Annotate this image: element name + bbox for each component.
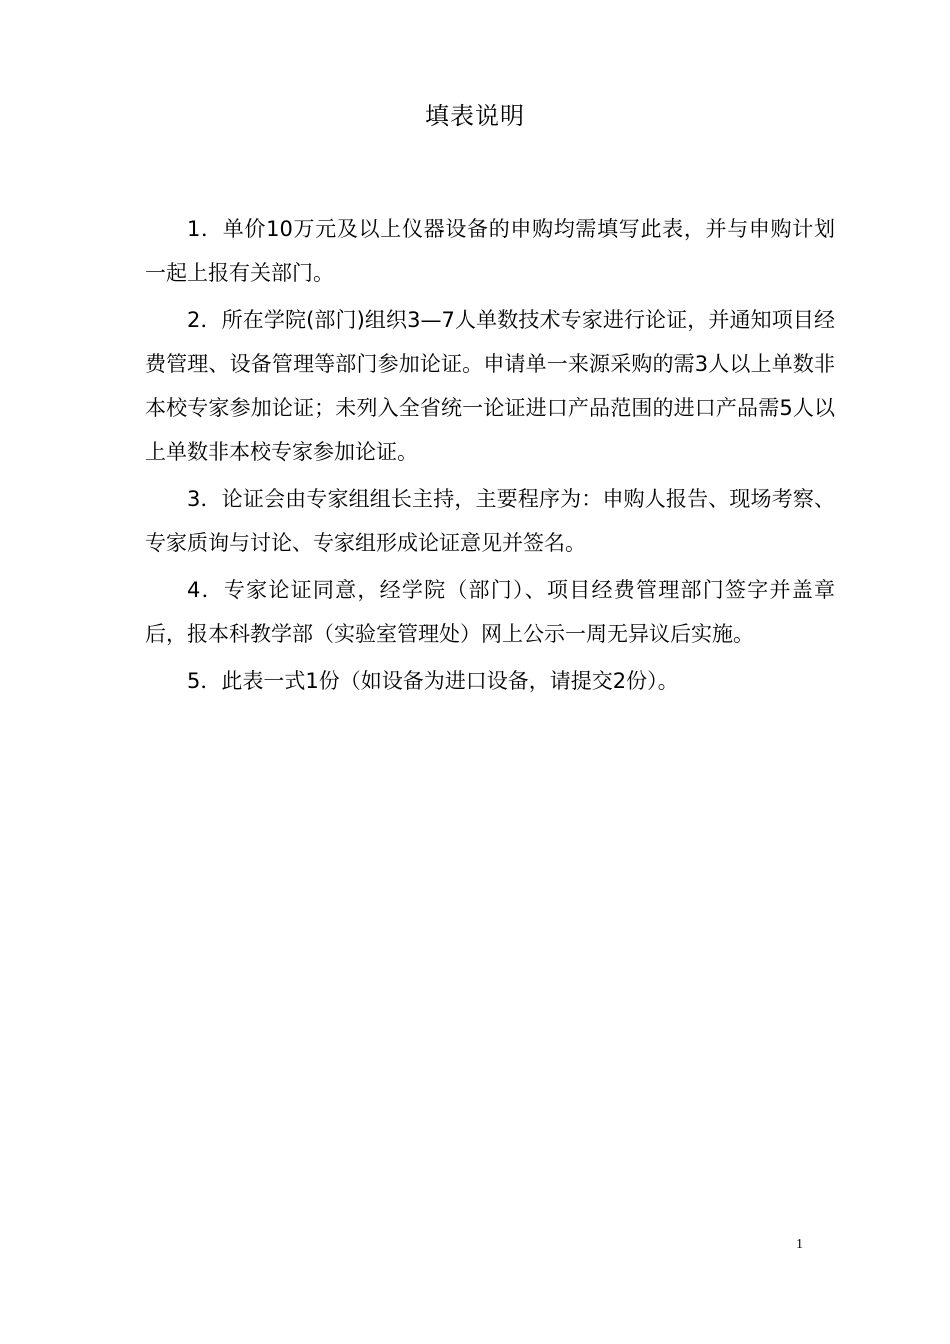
instructions-body xyxy=(145,207,835,706)
document-title: 填表说明 xyxy=(425,102,525,130)
page-number: 1 xyxy=(796,1237,803,1252)
instruction-item-4: 4．专家论证同意，经学院（部门）、项目经费管理部门签字并盖章后，报本科教学部（实验室管理处）网上公示一周无异议后实施。 xyxy=(145,578,835,646)
instruction-item-2: 2．所在学院(部门)组织3—7人单数技术专家进行论证，并通知项目经费管理、设备管理等部门参加论证。申请单一来源采购的需3人以上单数非本校专家参加论证；未列入全省统一论证进口产品范围的进口产品需5人以上单数非本校专家参加论证。 xyxy=(145,308,835,464)
instruction-item-1: 1．单价10万元及以上仪器设备的申购均需填写此表，并与申购计划一起上报有关部门。 xyxy=(145,217,835,285)
instruction-item-5: 5．此表一式1份（如设备为进口设备，请提交2份）。 xyxy=(187,669,679,693)
instruction-item-3: 3．论证会由专家组组长主持，主要程序为：申购人报告、现场考察、专家质询与讨论、专家组形成论证意见并签名。 xyxy=(145,487,835,555)
